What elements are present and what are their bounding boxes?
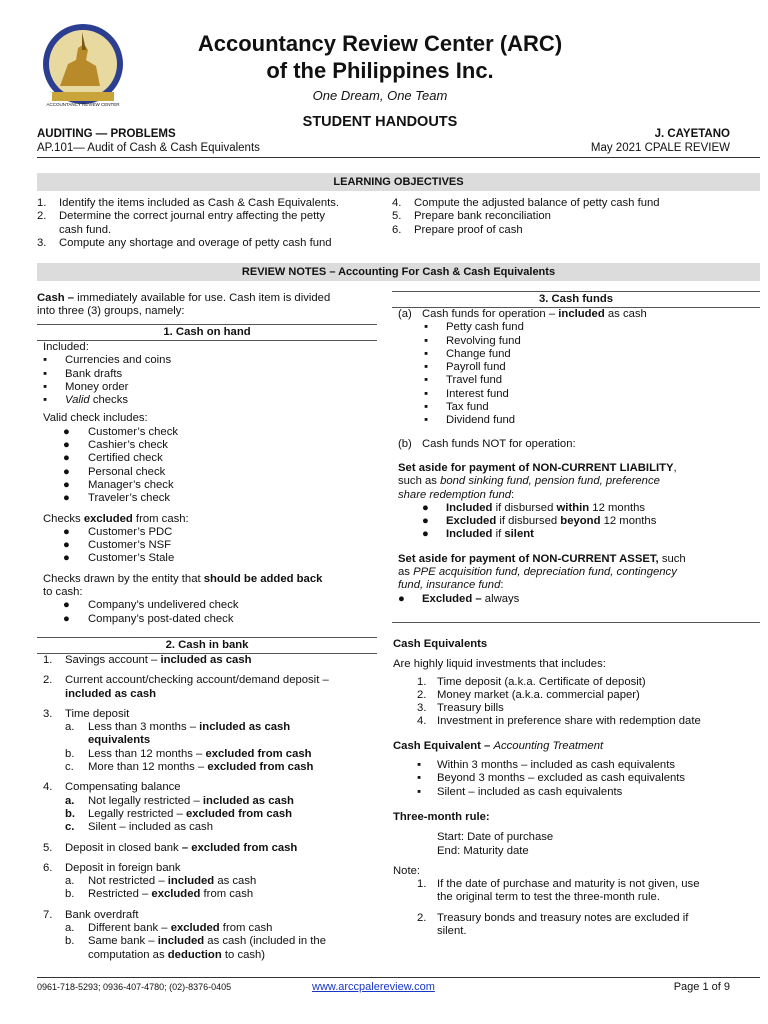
cash-in-bank-list xyxy=(43,654,373,962)
list-item: 3. Time deposit xyxy=(43,707,130,720)
sub-item: a. Not legally restricted – included as cash xyxy=(65,794,294,807)
footer-divider xyxy=(37,977,760,978)
rule xyxy=(37,324,377,325)
list-item: ● Excluded – always xyxy=(398,592,520,605)
list-item: ▪ Interest fund xyxy=(424,387,509,400)
cash-funds-list xyxy=(398,308,758,606)
list-item: ● Excluded if disbursed beyond 12 months xyxy=(422,515,657,528)
rule xyxy=(37,637,377,638)
objective-item: 4. Compute the adjusted balance of petty cash fund xyxy=(392,197,660,209)
subject: AUDITING — PROBLEMS xyxy=(37,128,176,140)
tagline: One Dream, One Team xyxy=(312,88,448,103)
objectives-title: LEARNING OBJECTIVES xyxy=(37,173,760,191)
list-item: ▪ Silent – included as cash equivalents xyxy=(417,785,623,798)
rule xyxy=(392,291,760,292)
logo-caption: ACCOUNTANCY REVIEW CENTER xyxy=(46,102,120,107)
list-item: 2. Money market (a.k.a. commercial paper) xyxy=(417,688,640,701)
objective-item: 6. Prepare proof of cash xyxy=(392,223,523,236)
section-cash-funds: 3. Cash funds xyxy=(538,293,614,305)
footer-page-number: Page 1 of 9 xyxy=(673,981,730,993)
left-column xyxy=(37,292,377,319)
cash-equivalents xyxy=(393,638,760,938)
list-item: ▪ Travel fund xyxy=(424,374,503,387)
objective-item: 3. Compute any shortage and overage of petty cash fund xyxy=(37,236,332,249)
objectives-left xyxy=(37,197,382,250)
valid-check-label: Valid check includes: xyxy=(43,412,148,425)
header-divider xyxy=(37,157,760,158)
sub-item: b. Restricted – excluded from cash xyxy=(65,888,254,901)
org-title-line1: Accountancy Review Center (ARC) xyxy=(197,31,563,56)
objective-item: 2. Determine the correct journal entry affecting the petty xyxy=(37,210,326,223)
nca-examples: as PPE acquisition fund, depreciation fund, contingency xyxy=(398,566,677,579)
cash-on-hand-list xyxy=(43,341,373,626)
ce-intro: Are highly liquid investments that includes: xyxy=(393,658,606,671)
list-item: ● Cashier’s check xyxy=(63,439,168,452)
sub-item: a. Not restricted – included as cash xyxy=(65,875,257,888)
funds-not-operation: (b) Cash funds NOT for operation: xyxy=(398,437,576,450)
list-item: 1. Time deposit (a.k.a. Certificate of deposit) xyxy=(417,675,646,688)
ncl-examples-cont: share redemption fund: xyxy=(398,488,515,501)
list-item: 2. Current account/checking account/demand deposit – xyxy=(43,674,329,687)
sub-item: a. Different bank – excluded from cash xyxy=(65,922,273,935)
list-item: ▪ Revolving fund xyxy=(424,334,521,347)
list-item: ● Personal check xyxy=(63,465,166,478)
list-item: ▪ Beyond 3 months – excluded as cash equivalents xyxy=(417,772,686,785)
ncl-examples: such as bond sinking fund, pension fund, preference xyxy=(398,475,660,488)
objective-item: 5. Prepare bank reconciliation xyxy=(392,210,551,223)
list-item: 5. Deposit in closed bank – excluded from cash xyxy=(43,841,298,854)
arc-logo xyxy=(38,20,128,112)
excluded-label: Checks excluded from cash: xyxy=(43,512,189,525)
drawn-label: Checks drawn by the entity that should be added back xyxy=(43,572,323,585)
org-title-line2: of the Philippines Inc. xyxy=(266,58,494,83)
sub-item: b. Legally restricted – excluded from cash xyxy=(65,807,293,820)
list-item: ● Included if disbursed within 12 months xyxy=(422,501,646,514)
list-item: 1. Savings account – included as cash xyxy=(43,654,252,666)
list-item: ● Customer’s PDC xyxy=(63,525,173,538)
sub-item: c. Silent – included as cash xyxy=(65,821,213,834)
nca-heading: Set aside for payment of NON-CURRENT ASSET, such xyxy=(398,552,686,565)
student-handouts: STUDENT HANDOUTS xyxy=(302,114,458,130)
ce-title: Cash Equivalents xyxy=(393,638,488,650)
list-item: ● Customer’s NSF xyxy=(63,539,172,552)
list-item: ● Customer’s Stale xyxy=(63,552,175,565)
footer-phones: 0961-718-5293; 0936-407-4780; (02)-8376-0405 xyxy=(37,982,232,992)
cash-intro: Cash – immediately available for use. Cash item is divided xyxy=(37,292,331,304)
list-item: ▪ Tax fund xyxy=(424,401,489,414)
ce-treatment-heading: Cash Equivalent – Accounting Treatment xyxy=(393,739,604,752)
list-item-cont: included as cash xyxy=(65,687,157,700)
section-cash-in-bank: 2. Cash in bank xyxy=(165,639,249,651)
list-item: ▪ Payroll fund xyxy=(424,361,506,374)
list-item: ● Company’s undelivered check xyxy=(63,599,239,612)
list-item: ● Traveler’s check xyxy=(63,492,171,505)
list-item: ● Customer’s check xyxy=(63,425,178,438)
ncl-heading: Set aside for payment of NON-CURRENT LIABILITY, xyxy=(398,461,677,474)
list-item: ▪ Valid checks xyxy=(43,394,129,407)
sub-item: a. Less than 3 months – included as cash xyxy=(65,721,291,734)
note-item-cont: silent. xyxy=(437,925,467,938)
note-item: 1. If the date of purchase and maturity is not given, use xyxy=(417,878,700,891)
note-item: 2. Treasury bonds and treasury notes are excluded if xyxy=(417,911,689,924)
list-item: ● Manager’s check xyxy=(63,478,174,491)
tm-end: End: Maturity date xyxy=(437,844,529,857)
note-label: Note: xyxy=(393,864,421,877)
sub-item: b. Less than 12 months – excluded from cash xyxy=(65,747,312,760)
list-item: 6. Deposit in foreign bank xyxy=(43,861,181,874)
sub-item-cont: computation as deduction to cash) xyxy=(88,948,266,961)
list-item: 7. Bank overdraft xyxy=(43,908,139,921)
sub-item: c. More than 12 months – excluded from cash xyxy=(65,761,314,774)
cash-intro-line2: into three (3) groups, namely: xyxy=(37,305,185,318)
rule xyxy=(392,622,760,623)
list-item: ● Company’s post-dated check xyxy=(63,612,234,625)
list-item: ● Included if silent xyxy=(422,528,534,541)
author: J. CAYETANO xyxy=(654,128,730,140)
review-period: May 2021 CPALE REVIEW xyxy=(590,142,730,154)
list-item: ▪ Currencies and coins xyxy=(43,354,172,367)
nca-examples-cont: fund, insurance fund: xyxy=(398,579,504,592)
objectives-right xyxy=(392,197,752,237)
list-item: 4. Compensating balance xyxy=(43,781,181,794)
funds-operation: (a) Cash funds for operation – included as cash xyxy=(398,308,647,320)
list-item: 3. Treasury bills xyxy=(417,702,504,715)
sub-item: b. Same bank – included as cash (included in the xyxy=(65,935,326,948)
tm-start: Start: Date of purchase xyxy=(437,831,554,844)
list-item: ▪ Bank drafts xyxy=(43,367,123,380)
list-item: ▪ Money order xyxy=(43,380,129,393)
three-month-rule-title: Three-month rule: xyxy=(393,810,490,823)
section-cash-on-hand: 1. Cash on hand xyxy=(163,326,251,338)
review-notes-title: REVIEW NOTES – Accounting For Cash & Cash Equivalents xyxy=(37,263,760,281)
course-code: AP.101— Audit of Cash & Cash Equivalents xyxy=(37,142,260,154)
sub-item-cont: equivalents xyxy=(88,734,151,747)
objective-item-cont: cash fund. xyxy=(59,223,112,236)
note-item-cont: the original term to test the three-month rule. xyxy=(437,891,660,904)
list-item: ● Certified check xyxy=(63,452,163,465)
list-item: ▪ Change fund xyxy=(424,347,511,360)
list-item: ▪ Dividend fund xyxy=(424,414,516,427)
list-item: ▪ Petty cash fund xyxy=(424,321,524,334)
footer-website-link[interactable]: www.arccpalereview.com xyxy=(312,981,435,993)
list-item: 4. Investment in preference share with redemption date xyxy=(417,715,701,728)
objective-item: 1. Identify the items included as Cash & Cash Equivalents. xyxy=(37,197,340,209)
list-item: ▪ Within 3 months – included as cash equivalents xyxy=(417,759,675,772)
included-label: Included: xyxy=(43,341,89,353)
drawn-label-line2: to cash: xyxy=(43,586,83,599)
